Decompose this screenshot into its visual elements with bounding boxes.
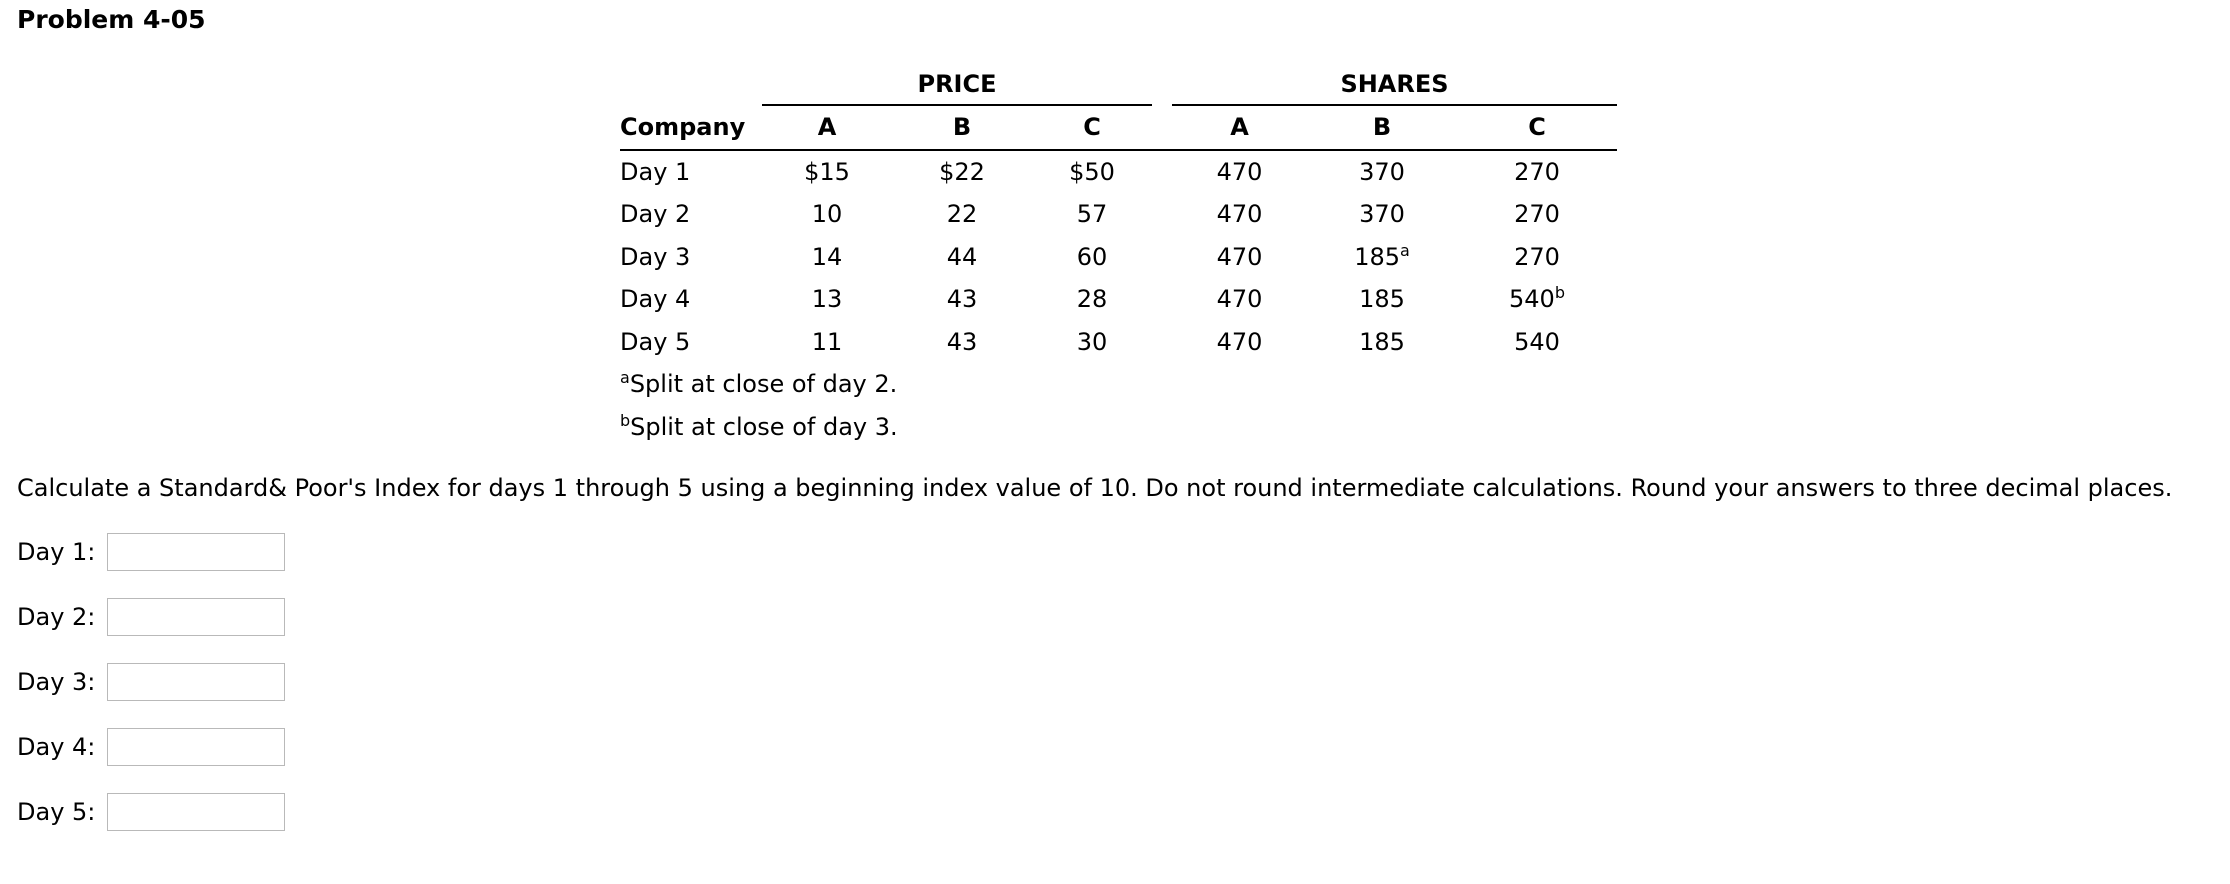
row-label: Day 5 bbox=[620, 327, 691, 356]
shares-b-cell: 185$^a$ bbox=[1354, 240, 1410, 271]
price-c-cell: 28 bbox=[1076, 285, 1108, 313]
row-label: Day 3 bbox=[620, 242, 691, 271]
footnote-marker: a bbox=[1400, 240, 1410, 260]
column-header-company: Company bbox=[620, 106, 762, 151]
table-row bbox=[620, 236, 1617, 279]
footnote-row bbox=[620, 363, 1617, 406]
shares-b-cell: 370 bbox=[1359, 157, 1405, 186]
column-header-price-c: C bbox=[1032, 106, 1152, 151]
price-b-cell: 22 bbox=[946, 200, 978, 228]
shares-group-header: SHARES bbox=[1172, 60, 1617, 106]
price-group-header: PRICE bbox=[762, 60, 1152, 106]
shares-b-cell: 185 bbox=[1359, 285, 1405, 313]
group-header-row bbox=[620, 60, 1617, 106]
answer-label: Day 3: bbox=[17, 668, 96, 696]
row-label: Day 1 bbox=[620, 157, 691, 186]
price-b-cell: 44 bbox=[946, 242, 978, 271]
price-a-cell: 13 bbox=[811, 285, 843, 313]
group-gap bbox=[1152, 60, 1172, 106]
price-c-cell: $50 bbox=[1069, 157, 1115, 186]
shares-a-cell: 470 bbox=[1216, 157, 1263, 186]
problem-title: Problem 4-05 bbox=[17, 5, 206, 34]
column-header-shares-a: A bbox=[1172, 106, 1307, 151]
price-c-cell: 30 bbox=[1076, 327, 1108, 356]
question-instruction: Calculate a Standard& Poor's Index for days 1 through 5 using a beginning index value of 10. Do not round intermediate calculations. Round your answers to three decimal places. bbox=[17, 474, 2173, 502]
price-b-cell: $22 bbox=[939, 157, 985, 186]
answer-label: Day 4: bbox=[17, 733, 96, 761]
price-c-cell: 57 bbox=[1076, 200, 1108, 228]
answer-label: Day 1: bbox=[17, 538, 96, 566]
price-a-cell: 14 bbox=[811, 242, 843, 271]
day-4-answer-input[interactable] bbox=[107, 728, 285, 766]
day-3-answer-input[interactable] bbox=[107, 663, 285, 701]
table-row bbox=[620, 193, 1617, 236]
footnote-row bbox=[620, 406, 1617, 449]
footnote-marker: b bbox=[1554, 283, 1565, 302]
price-b-cell: 43 bbox=[946, 285, 978, 313]
stock-data-table bbox=[620, 60, 1617, 448]
column-header-gap bbox=[1152, 106, 1172, 151]
day-1-answer-input[interactable] bbox=[107, 533, 285, 571]
answer-row-day-2 bbox=[17, 597, 285, 637]
shares-a-cell: 470 bbox=[1216, 200, 1263, 228]
footnote-b: $^b$Split at close of day 3. bbox=[620, 410, 898, 441]
row-label: Day 4 bbox=[620, 285, 691, 313]
column-header-shares-c: C bbox=[1457, 106, 1617, 151]
day-2-answer-input[interactable] bbox=[107, 598, 285, 636]
price-a-cell: $15 bbox=[804, 157, 850, 186]
answer-row-day-1 bbox=[17, 532, 285, 572]
shares-c-cell: 270 bbox=[1514, 242, 1560, 271]
row-label: Day 2 bbox=[620, 200, 691, 228]
table-row bbox=[620, 321, 1617, 364]
shares-c-cell: 540 bbox=[1514, 327, 1560, 356]
column-header-row bbox=[620, 106, 1617, 151]
group-header-spacer bbox=[620, 60, 762, 106]
column-header-price-a: A bbox=[762, 106, 892, 151]
day-5-answer-input[interactable] bbox=[107, 793, 285, 831]
column-header-shares-b: B bbox=[1307, 106, 1457, 151]
answer-row-day-3 bbox=[17, 662, 285, 702]
price-c-cell: 60 bbox=[1076, 242, 1108, 271]
shares-c-cell: 270 bbox=[1514, 157, 1560, 186]
shares-a-cell: 470 bbox=[1216, 327, 1263, 356]
shares-b-cell: 370 bbox=[1359, 200, 1405, 228]
price-b-cell: 43 bbox=[946, 327, 978, 356]
answer-row-day-4 bbox=[17, 727, 285, 767]
shares-c-cell: 540$^b$ bbox=[1509, 283, 1565, 313]
shares-a-cell: 470 bbox=[1216, 242, 1263, 271]
answer-label: Day 2: bbox=[17, 603, 96, 631]
shares-c-cell: 270 bbox=[1514, 200, 1560, 228]
answer-row-day-5 bbox=[17, 792, 285, 832]
footnote-a: $^a$Split at close of day 2. bbox=[620, 368, 898, 398]
price-a-cell: 11 bbox=[811, 327, 843, 356]
answer-label: Day 5: bbox=[17, 798, 96, 826]
table-row bbox=[620, 278, 1617, 321]
shares-b-cell: 185 bbox=[1359, 327, 1405, 356]
price-a-cell: 10 bbox=[811, 200, 843, 228]
shares-a-cell: 470 bbox=[1216, 285, 1263, 313]
table-row bbox=[620, 151, 1617, 194]
column-header-price-b: B bbox=[892, 106, 1032, 151]
